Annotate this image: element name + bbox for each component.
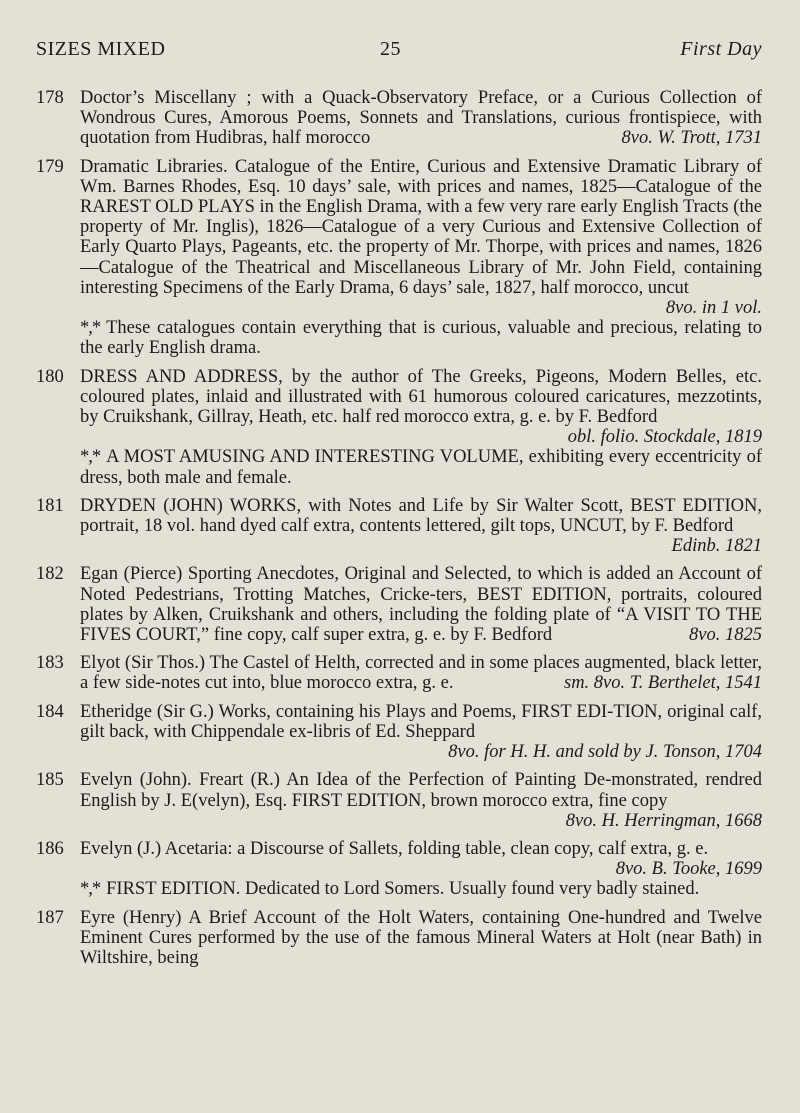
lot-description [80,157,762,359]
lot-number: 182 [36,564,64,585]
header-section-title: SIZES MIXED [36,38,166,60]
lot-note [80,447,762,487]
lot-text: Eyre (Henry) A Brief Account of the Holt Waters, containing One-hundred and Twelve Eminent Cures performed by the use of the famous Mineral Waters at Holt (near Bath) in Wiltshire, being [80,907,762,968]
lot-description [80,564,762,645]
lot-text: Etheridge (Sir G.) Works, containing his Plays and Poems, FIRST EDI-TION, original calf, gilt back, with Chippendale ex-libris of Ed. Sheppard [80,701,762,742]
lot-text: Elyot (Sir Thos.) The Castel of Helth, corrected and in some places augmented, black letter, a few side-notes cut into, blue morocco extra, g. e. [80,653,762,694]
note-text: These catalogues contain everything that is curious, valuable and precious, relating to the early English drama. [80,318,762,359]
lot-number: 187 [36,907,64,928]
page-number: 25 [380,38,401,60]
lot-text: Doctor’s Miscellany ; with a Quack-Observatory Preface, or a Curious Collection of Wondrous Cures, Amorous Poems, Sonnets and Translations, curious frontispiece, with quotation from Hudibras, half morocco [80,88,762,149]
lot-imprint: 8vo. in 1 vol. [665,298,762,319]
running-header [36,38,762,66]
lot-description [80,367,762,488]
lot-imprint: obl. folio. Stockdale, 1819 [567,427,762,448]
lot-text: Egan (Pierce) Sporting Anecdotes, Original and Selected, to which is added an Account of Noted Pedestrians, Trotting Matches, Cricke-ters, BEST EDITION, portraits, coloured plates by Alken, Cruikshank and others, including the folding plate of “A VISIT TO THE FIVES COURT,” fine copy, calf super extra, g. e. by F. Bedford [80,564,762,646]
catalogue-entry [36,770,762,831]
catalogue-entry [36,157,762,359]
catalogue-entry [36,88,762,149]
note-text: FIRST EDITION. Dedicated to Lord Somers. Usually found very badly stained. [106,879,700,900]
lot-number: 186 [36,838,64,859]
lot-number: 184 [36,701,64,722]
lot-description [80,770,762,831]
lot-text: DRYDEN (JOHN) WORKS, with Notes and Life by Sir Walter Scott, BEST EDITION, portrait, 18 vol. hand dyed calf extra, contents lettered, gilt tops, UNCUT, by F. Bedford [80,495,762,537]
lot-number: 178 [36,88,64,108]
catalogue-entry [36,839,762,900]
lot-description [80,653,762,693]
lot-description [80,908,762,969]
lot-note [80,879,762,899]
lot-text: Evelyn (John). Freart (R.) An Idea of the Perfection of Painting De-monstrated, rendred English by J. E(velyn), Esq. FIRST EDITION, brown morocco extra, fine copy [80,770,762,811]
lot-number: 183 [36,653,64,674]
lot-note [80,318,762,358]
note-asterism: *,* [80,318,101,339]
lot-text: Dramatic Libraries. Catalogue of the Entire, Curious and Extensive Dramatic Library of Wm. Barnes Rhodes, Esq. 10 days’ sale, with prices and names, 1825—Catalogue of the RAREST OLD PLAYS in the English Drama, with a few very rare early English Tracts (the property of Mr. Inglis), 1826—Catalogue of a very Curious and Extensive Collection of Early Quarto Plays, Pageants, etc. the property of Mr. Thorpe, with prices and names, 1826—Catalogue of the Theatrical and Miscellaneous Library of Mr. John Field, containing interesting Specimens of the Early Drama, 6 days’ sale, 1827, half morocco, uncut [80,156,762,298]
header-sale-day: First Day [680,38,762,60]
lot-text: DRESS AND ADDRESS, by the author of The Greeks, Pigeons, Modern Belles, etc. coloured plates, inlaid and illustrated with 61 humorous coloured caricatures, mezzotints, by Cruikshank, Gillray, Heath, etc. half red morocco extra, g. e. by F. Bedford [80,366,762,428]
note-text: A MOST AMUSING AND INTERESTING VOLUME, exhibiting every eccentricity of dress, both male and female. [80,447,762,488]
lot-imprint: 8vo. H. Herringman, 1668 [565,810,762,831]
lot-imprint: sm. 8vo. T. Berthelet, 1541 [564,673,762,694]
lot-description [80,496,762,557]
catalogue-entry [36,496,762,557]
lot-description [80,88,762,149]
lot-imprint: 8vo. W. Trott, 1731 [621,128,762,149]
lot-number: 181 [36,495,64,516]
lot-imprint: 8vo. B. Tooke, 1699 [615,859,762,880]
catalogue-entries [36,88,762,976]
lot-imprint: Edinb. 1821 [671,536,762,557]
lot-description [80,839,762,900]
lot-number: 179 [36,156,64,177]
lot-description [80,702,762,763]
catalogue-entry [36,564,762,645]
lot-number: 180 [36,366,64,387]
catalogue-entry [36,653,762,693]
catalogue-entry [36,367,762,488]
note-asterism: *,* [80,447,101,468]
lot-imprint: 8vo. 1825 [689,625,762,646]
lot-text: Evelyn (J.) Acetaria: a Discourse of Sallets, folding table, clean copy, calf extra, g. e. [80,838,709,859]
note-asterism: *,* [80,879,101,900]
catalogue-entry [36,702,762,763]
catalogue-entry [36,908,762,969]
lot-number: 185 [36,770,64,791]
lot-imprint: 8vo. for H. H. and sold by J. Tonson, 1704 [448,742,762,763]
